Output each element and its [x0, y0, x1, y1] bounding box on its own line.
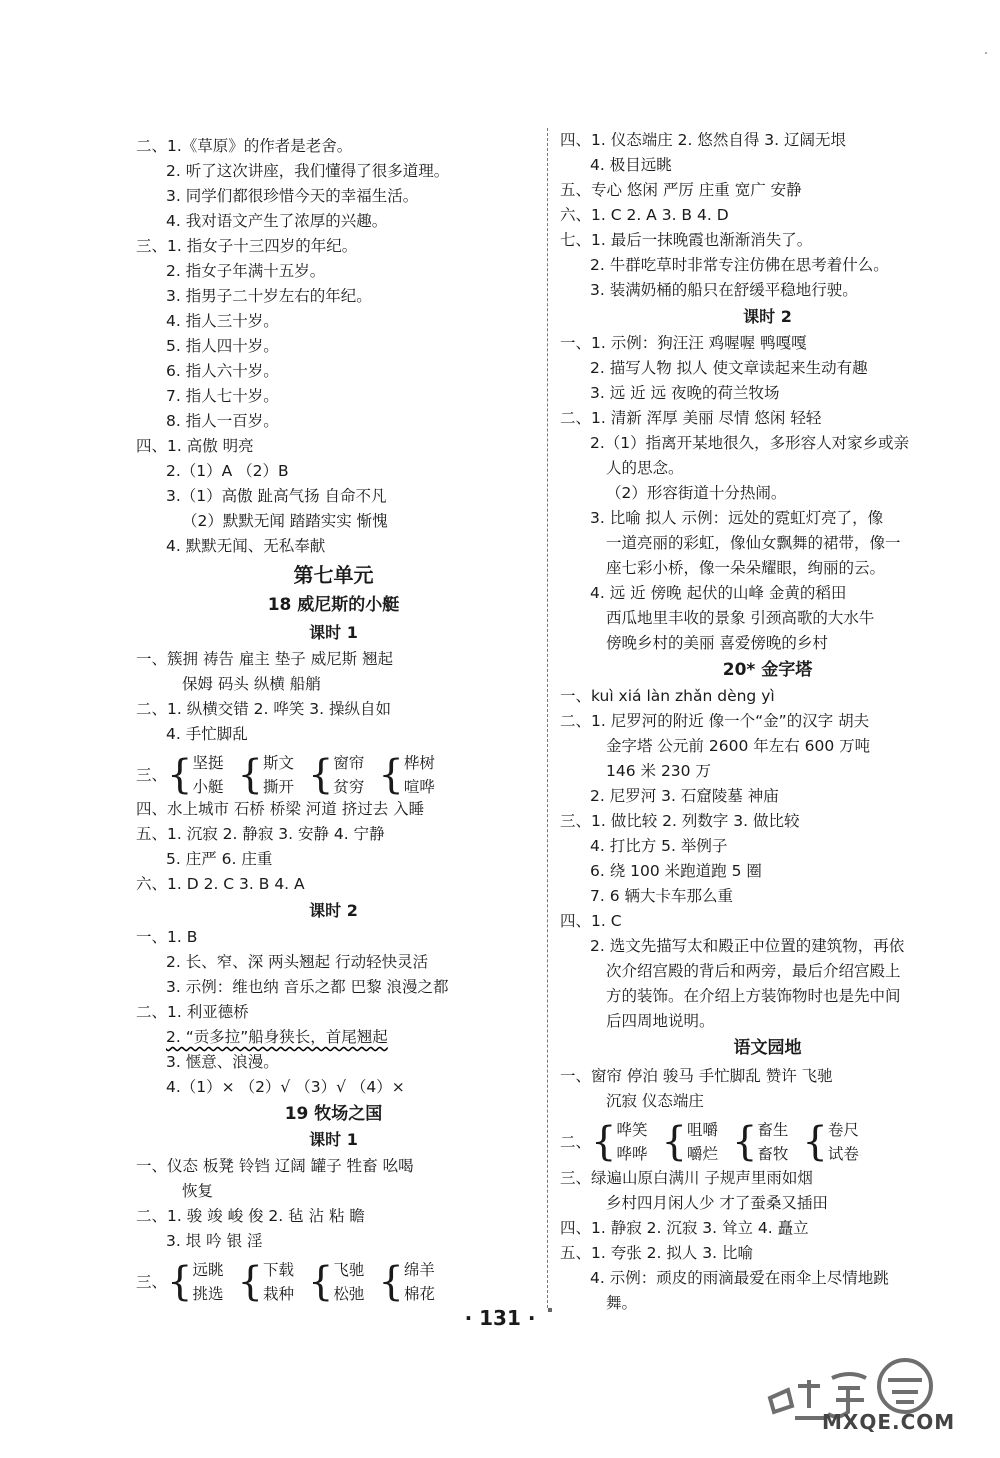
word-pair-group: [732, 1118, 788, 1166]
answer-line: 7. 6 辆大卡车那么重: [590, 887, 734, 905]
pair-word: 撕开: [262, 778, 294, 796]
answer-line: 四、水上城市 石桥 桥梁 河道 挤过去 入睡: [136, 800, 425, 818]
brace-icon: {: [307, 1259, 334, 1305]
answer-line: 人的思念。: [606, 459, 684, 477]
pair-word: 咀嚼: [686, 1121, 718, 1139]
answer-line: 四、1. C: [560, 912, 622, 930]
word-pair-group: [802, 1118, 858, 1166]
answer-line: 后四周地说明。: [606, 1012, 715, 1030]
answer-line: 4. 指人三十岁。: [166, 312, 279, 330]
answer-line: 4. 默默无闻、无私奉献: [166, 537, 326, 555]
word-pair: [263, 751, 294, 799]
answer-line: 四、1. 静寂 2. 沉寂 3. 耸立 4. 矗立: [560, 1219, 809, 1237]
answer-line: 2. 描写人物 拟人 使文章读起来生动有趣: [590, 359, 868, 377]
scan-dot: [985, 52, 987, 54]
answer-line: 3.（1）高傲 趾高气扬 自命不凡: [166, 487, 387, 505]
pair-word: 贫穷: [333, 778, 365, 796]
answer-line: 二、1.《草原》的作者是老舍。: [136, 137, 353, 155]
pair-word: 嚼烂: [686, 1145, 718, 1163]
answer-line: 二、1. 纵横交错 2. 哗笑 3. 操纵自如: [136, 700, 392, 718]
word-pair: [263, 1258, 294, 1306]
answer-line: 五、1. 沉寂 2. 静寂 3. 安静 4. 宁静: [136, 825, 385, 843]
word-pair-group: [661, 1118, 717, 1166]
watermark-text: MXQE.COM: [822, 1410, 956, 1434]
answer-line: 3. 示例：维也纳 音乐之都 巴黎 浪漫之都: [166, 978, 449, 996]
answer-line-underlined: 2. “贡多拉”船身狭长，首尾翘起: [166, 1028, 388, 1046]
answer-line: 4. 示例：顽皮的雨滴最爱在雨伞上尽情地跳: [590, 1269, 889, 1287]
brace-label: 二、: [560, 1133, 592, 1151]
pair-word: 斯文: [262, 754, 294, 772]
pair-word: 松弛: [333, 1285, 365, 1303]
answer-line: 乡村四月闲人少 才了蚕桑又插田: [606, 1194, 828, 1212]
answer-line: 2. 指女子年满十五岁。: [166, 262, 326, 280]
lesson-title: 19 牧场之国: [284, 1104, 383, 1124]
pair-word: 喧哗: [403, 778, 435, 796]
answer-line: 次介绍宫殿的背后和两旁，最后介绍宫殿上: [606, 962, 901, 980]
answer-line: 4. 手忙脚乱: [166, 725, 248, 743]
brace-icon: {: [378, 752, 404, 798]
lesson-section-title: 课时 2: [743, 307, 792, 326]
pair-word: 哗哗: [616, 1145, 648, 1163]
pair-word: 绵羊: [403, 1261, 435, 1279]
pair-word: 桦树: [403, 754, 435, 772]
word-pair: [333, 1258, 364, 1306]
word-pair: [404, 751, 435, 799]
answer-line: 2.（1）指离开某地很久，多形容人对家乡或亲: [590, 434, 910, 452]
answer-line: 2.（1）A （2）B: [166, 462, 289, 480]
word-pair: [333, 751, 364, 799]
pair-word: 畜牧: [757, 1145, 789, 1163]
answer-line: 一、簇拥 祷告 雇主 垫子 威尼斯 翘起: [136, 650, 394, 668]
answer-line: 4. 打比方 5. 举例子: [590, 837, 728, 855]
answer-line: 2. 选文先描写太和殿正中位置的建筑物，再依: [590, 937, 905, 955]
answer-line: 一、仪态 板凳 铃铛 辽阔 罐子 牲畜 吆喝: [136, 1157, 414, 1175]
word-pair: [687, 1118, 718, 1166]
answer-line: （2）形容街道十分热闹。: [606, 484, 787, 502]
answer-line: 3. 比喻 拟人 示例：远处的霓虹灯亮了，像: [590, 509, 884, 527]
answer-line: 4. 极目远眺: [590, 156, 672, 174]
pair-word: 坚挺: [192, 754, 224, 772]
answer-line: 5. 指人四十岁。: [166, 337, 279, 355]
answer-line: 七、1. 最后一抹晚霞也渐渐消失了。: [560, 231, 813, 249]
brace-icon: {: [661, 1119, 687, 1165]
lesson-section-title: 课时 2: [309, 901, 358, 920]
word-pair: [616, 1118, 647, 1166]
word-pair-group: [308, 751, 364, 799]
unit-title: 第七单元: [293, 563, 374, 587]
word-pair-group: [237, 1258, 293, 1306]
answer-line: 2. 尼罗河 3. 石窟陵墓 神庙: [590, 787, 779, 805]
answer-line: 4.（1）× （2）√ （3）√ （4）×: [166, 1078, 405, 1096]
answer-line: 3. 惬意、浪漫。: [166, 1053, 279, 1071]
pair-word: 棉花: [403, 1285, 435, 1303]
pair-word: 栽种: [262, 1285, 294, 1303]
lesson-title: 18 威尼斯的小艇: [267, 595, 400, 615]
pair-word: 小艇: [192, 778, 224, 796]
answer-line: 4. 远 近 傍晚 起伏的山峰 金黄的稻田: [590, 584, 847, 602]
answer-line: 3. 远 近 远 夜晚的荷兰牧场: [590, 384, 780, 402]
pair-word: 试卷: [827, 1145, 859, 1163]
answer-line: 五、专心 悠闲 严厉 庄重 宽广 安静: [560, 181, 802, 199]
word-pair: [192, 751, 223, 799]
answer-line: 6. 绕 100 米跑道跑 5 圈: [590, 862, 762, 880]
brace-icon: {: [378, 1259, 404, 1305]
answer-line: 三、1. 指女子十三四岁的年纪。: [136, 237, 358, 255]
brace-answer-row: [136, 751, 449, 799]
answer-line: 五、1. 夸张 2. 拟人 3. 比喻: [560, 1244, 754, 1262]
brace-icon: {: [167, 1259, 193, 1305]
answer-line: 8. 指人一百岁。: [166, 412, 279, 430]
brace-icon: {: [237, 752, 263, 798]
pair-word: 哗笑: [616, 1121, 648, 1139]
pair-word: 远眺: [192, 1261, 224, 1279]
answer-line: 二、1. 尼罗河的附近 像一个“金”的汉字 胡夫: [560, 712, 870, 730]
brace-answer-row: [136, 1258, 449, 1306]
answer-line: 沉寂 仪态端庄: [606, 1092, 704, 1110]
brace-label: 三、: [136, 766, 168, 784]
answer-line: 7. 指人七十岁。: [166, 387, 279, 405]
answer-line: 方的装饰。在介绍上方装饰物时也是先中间: [606, 987, 901, 1005]
answer-line: 六、1. D 2. C 3. B 4. A: [136, 875, 305, 893]
word-pair-group: [308, 1258, 364, 1306]
section-title: 语文园地: [733, 1038, 802, 1058]
answer-line: 西瓜地里丰收的景象 引颈高歌的大水牛: [606, 609, 875, 627]
word-pair-group: [167, 751, 223, 799]
pair-word: 挑选: [192, 1285, 224, 1303]
word-pair-group: [167, 1258, 223, 1306]
brace-icon: {: [307, 752, 334, 798]
answer-line: 一道亮丽的彩虹，像仙女飘舞的裙带，像一: [606, 534, 901, 552]
answer-line: 2. 牛群吃草时非常专注仿佛在思考着什么。: [590, 256, 889, 274]
page-number: · 131 ·: [464, 1306, 536, 1330]
pair-word: 卷尺: [827, 1121, 859, 1139]
pair-word: 畜生: [757, 1121, 789, 1139]
answer-line: 146 米 230 万: [606, 762, 711, 780]
brace-icon: {: [731, 1119, 758, 1165]
watermark: [760, 1348, 990, 1448]
answer-line: 2. 长、窄、深 两头翘起 行动轻快灵活: [166, 953, 429, 971]
answer-line: 恢复: [182, 1182, 214, 1200]
answer-line: 二、1. 利亚德桥: [136, 1003, 249, 1021]
answer-line: 5. 庄严 6. 庄重: [166, 850, 273, 868]
answer-line: 傍晚乡村的美丽 喜爱傍晚的乡村: [606, 634, 828, 652]
word-pair-group: [591, 1118, 647, 1166]
answer-line: 二、1. 骏 竣 峻 俊 2. 毡 沾 粘 瞻: [136, 1207, 365, 1225]
word-pair-group: [237, 751, 293, 799]
answer-line: 3. 垠 吟 银 淫: [166, 1232, 263, 1250]
lesson-section-title: 课时 1: [309, 1130, 358, 1149]
brace-answer-row: [560, 1118, 873, 1166]
brace-icon: {: [167, 752, 193, 798]
answer-line: 一、窗帘 停泊 骏马 手忙脚乱 赞许 飞驰: [560, 1067, 833, 1085]
column-divider: [547, 128, 548, 1308]
lesson-title: 20* 金字塔: [722, 660, 813, 680]
answer-line: 三、1. 做比较 2. 列数字 3. 做比较: [560, 812, 800, 830]
word-pair-group: [378, 1258, 434, 1306]
brace-icon: {: [591, 1119, 617, 1165]
lesson-section-title: 课时 1: [309, 623, 358, 642]
answer-line: 保姆 码头 纵横 船艄: [182, 675, 321, 693]
answer-line: 四、1. 仪态端庄 2. 悠然自得 3. 辽阔无垠: [560, 131, 847, 149]
word-pair: [828, 1118, 859, 1166]
answer-line: 一、1. B: [136, 928, 198, 946]
word-pair-group: [378, 751, 434, 799]
pair-word: 下载: [262, 1261, 294, 1279]
word-pair: [192, 1258, 223, 1306]
answer-line: 二、1. 清新 浑厚 美丽 尽情 悠闲 轻轻: [560, 409, 822, 427]
answer-line: 2. 听了这次讲座，我们懂得了很多道理。: [166, 162, 450, 180]
answer-line: 六、1. C 2. A 3. B 4. D: [560, 206, 729, 224]
pair-word: 窗帘: [333, 754, 365, 772]
brace-label: 三、: [136, 1273, 168, 1291]
answer-line: 4. 我对语文产生了浓厚的兴趣。: [166, 212, 388, 230]
answer-line: 3. 指男子二十岁左右的年纪。: [166, 287, 372, 305]
pair-word: 飞驰: [333, 1261, 365, 1279]
answer-line: 四、1. 高傲 明亮: [136, 437, 254, 455]
answer-line: （2）默默无闻 踏踏实实 惭愧: [182, 512, 388, 530]
brace-icon: {: [237, 1259, 263, 1305]
answer-line: 一、1. 示例：狗汪汪 鸡喔喔 鸭嘎嘎: [560, 334, 807, 352]
word-pair: [757, 1118, 788, 1166]
answer-line: 三、绿遍山原白满川 子规声里雨如烟: [560, 1169, 813, 1187]
answer-line: 一、kuì xiá làn zhǎn dèng yì: [560, 687, 775, 705]
answer-line: 座七彩小桥，像一朵朵耀眼，绚丽的云。: [606, 559, 886, 577]
word-pair: [404, 1258, 435, 1306]
answer-line: 金字塔 公元前 2600 年左右 600 万吨: [606, 737, 871, 755]
answer-line: 3. 同学们都很珍惜今天的幸福生活。: [166, 187, 419, 205]
brace-icon: {: [802, 1119, 828, 1165]
answer-line: 舞。: [606, 1294, 638, 1312]
answer-line: 3. 装满奶桶的船只在舒缓平稳地行驶。: [590, 281, 858, 299]
answer-line: 6. 指人六十岁。: [166, 362, 279, 380]
